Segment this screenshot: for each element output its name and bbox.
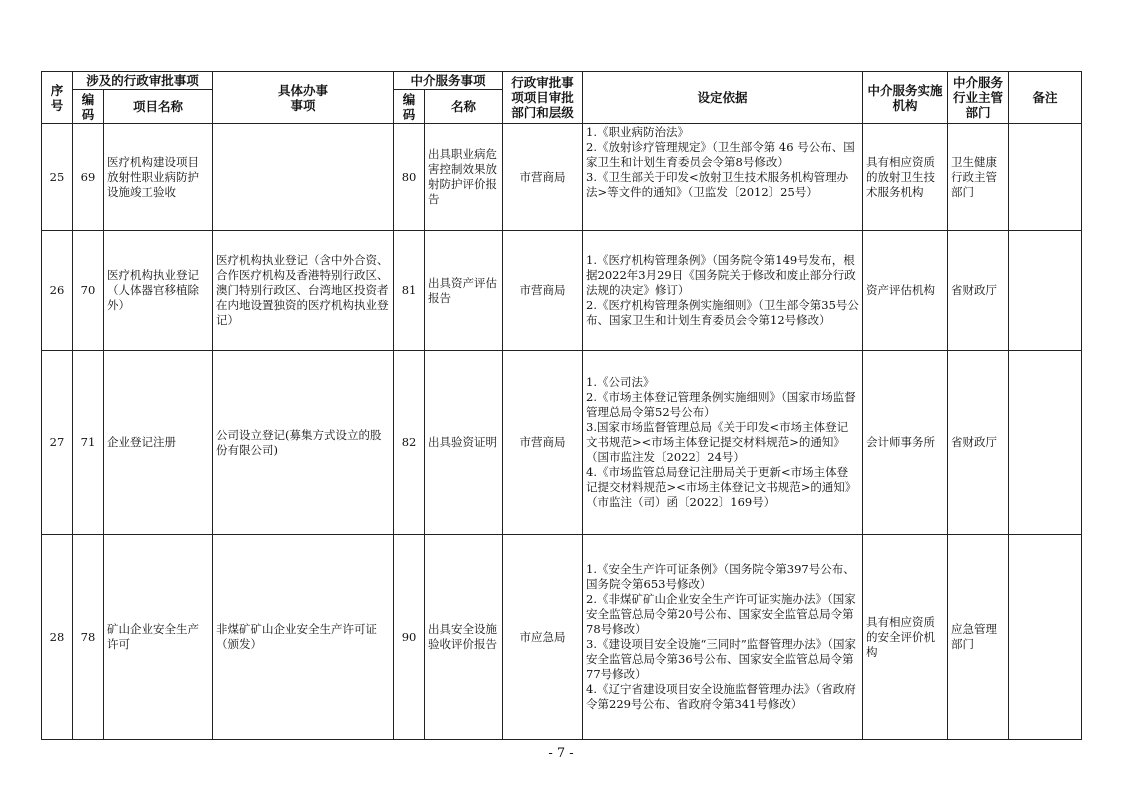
header-agency-code: 编码 — [394, 90, 425, 124]
row-agency-name: 出具验资证明 — [425, 351, 503, 535]
row-agency-name: 出具职业病危害控制效果放射防护评价报告 — [425, 124, 503, 231]
header-institution: 中介服务实施机构 — [863, 72, 948, 124]
row-admin-code: 69 — [73, 124, 104, 231]
row-admin-name: 医疗机构建设项目放射性职业病防护设施竣工验收 — [104, 124, 213, 231]
table-row — [42, 124, 1082, 231]
row-dept: 市营商局 — [503, 231, 583, 351]
row-dept: 市应急局 — [503, 535, 583, 740]
row-basis: 1.《公司法》 2.《市场主体登记管理条例实施细则》（国家市场监督管理总局令第52号公布） 3.国家市场监督管理总局《关于印发<市场主体登记文书规范><市场主体登记提交材料规范>的通知》（国市监注发〔2022〕24号） 4.《市场监管总局登记注册局关于更新<市场主体登记提交材料规范><市场主体登记文书规范>的通知》（市监注（司）函〔2022〕169号） — [583, 351, 863, 535]
row-agency-name: 出具安全设施验收评价报告 — [425, 535, 503, 740]
row-admin-code: 70 — [73, 231, 104, 351]
row-basis: 1.《医疗机构管理条例》（国务院令第149号发布，根据2022年3月29日《国务院关于修改和废止部分行政法规的决定》修订） 2.《医疗机构管理条例实施细则》（卫生部令第35号公布、国家卫生和计划生育委员会令第12号修改） — [583, 231, 863, 351]
row-basis: 1.《安全生产许可证条例》（国务院令第397号公布、国务院令第653号修改） 2.《非煤矿矿山企业安全生产许可证实施办法》（国家安全监管总局令第20号公布、国家安全监管总局令第78号修改） 3.《建设项目安全设施“三同时”监督管理办法》（国家安全监管总局令第36号公布、国家安全监管总局令第77号修改） 4.《辽宁省建设项目安全设施监督管理办法》（省政府令第229号公布、省政府令第341号修改） — [583, 535, 863, 740]
page-number: - 7 - — [548, 746, 574, 761]
row-seq: 26 — [42, 231, 73, 351]
row-institution: 具有相应资质的安全评价机构 — [863, 535, 948, 740]
row-specific: 公司设立登记(募集方式设立的股份有限公司) — [213, 351, 394, 535]
row-admin-name: 企业登记注册 — [104, 351, 213, 535]
approval-items-table — [41, 71, 1082, 740]
row-institution: 会计师事务所 — [863, 351, 948, 535]
header-admin-name: 项目名称 — [104, 90, 213, 124]
row-basis — [583, 124, 863, 231]
table-row — [42, 535, 1082, 740]
row-seq: 25 — [42, 124, 73, 231]
header-authority: 中介服务行业主管部门 — [948, 72, 1009, 124]
row-agency-code: 80 — [394, 124, 425, 231]
row-agency-code: 90 — [394, 535, 425, 740]
row-specific — [213, 124, 394, 231]
row-authority: 卫生健康行政主管部门 — [948, 124, 1009, 231]
row-admin-code: 71 — [73, 351, 104, 535]
header-dept: 行政审批事项项目审批部门和层级 — [503, 72, 583, 124]
row-seq: 28 — [42, 535, 73, 740]
row-remarks — [1009, 535, 1082, 740]
header-row-top — [42, 72, 1082, 90]
header-agency-group: 中介服务事项 — [394, 72, 503, 90]
row-agency-code: 81 — [394, 231, 425, 351]
table-row — [42, 351, 1082, 535]
header-seq: 序号 — [42, 72, 73, 124]
row-admin-name: 矿山企业安全生产许可 — [104, 535, 213, 740]
row-agency-name: 出具资产评估报告 — [425, 231, 503, 351]
row-agency-code: 82 — [394, 351, 425, 535]
row-authority: 省财政厅 — [948, 231, 1009, 351]
row-specific: 医疗机构执业登记（含中外合资、合作医疗机构及香港特别行政区、澳门特别行政区、台湾地区投资者在内地设置独资的医疗机构执业登记） — [213, 231, 394, 351]
row-authority: 省财政厅 — [948, 351, 1009, 535]
row-basis-text: 1.《职业病防治法》 2.《放射诊疗管理规定》（卫生部令第 46 号公布、国家卫生和计划生育委员会令第8号修改） 3.《卫生部关于印发<放射卫生技术服务机构管理办法>等文件的通知》（卫监发〔2012〕25号） — [586, 125, 855, 199]
header-remarks: 备注 — [1009, 72, 1082, 124]
header-basis: 设定依据 — [583, 72, 863, 124]
row-dept: 市营商局 — [503, 351, 583, 535]
header-specific: 具体办事 事项 — [213, 72, 394, 124]
row-seq: 27 — [42, 351, 73, 535]
row-institution: 具有相应资质的放射卫生技术服务机构 — [863, 124, 948, 231]
row-remarks — [1009, 231, 1082, 351]
header-agency-name: 名称 — [425, 90, 503, 124]
row-admin-code: 78 — [73, 535, 104, 740]
header-admin-code: 编码 — [73, 90, 104, 124]
row-authority: 应急管理部门 — [948, 535, 1009, 740]
row-institution: 资产评估机构 — [863, 231, 948, 351]
row-remarks — [1009, 351, 1082, 535]
header-admin-group: 涉及的行政审批事项 — [73, 72, 213, 90]
row-dept: 市营商局 — [503, 124, 583, 231]
table-row — [42, 231, 1082, 351]
row-remarks — [1009, 124, 1082, 231]
row-specific: 非煤矿矿山企业安全生产许可证（颁发） — [213, 535, 394, 740]
row-admin-name: 医疗机构执业登记（人体器官移植除外） — [104, 231, 213, 351]
